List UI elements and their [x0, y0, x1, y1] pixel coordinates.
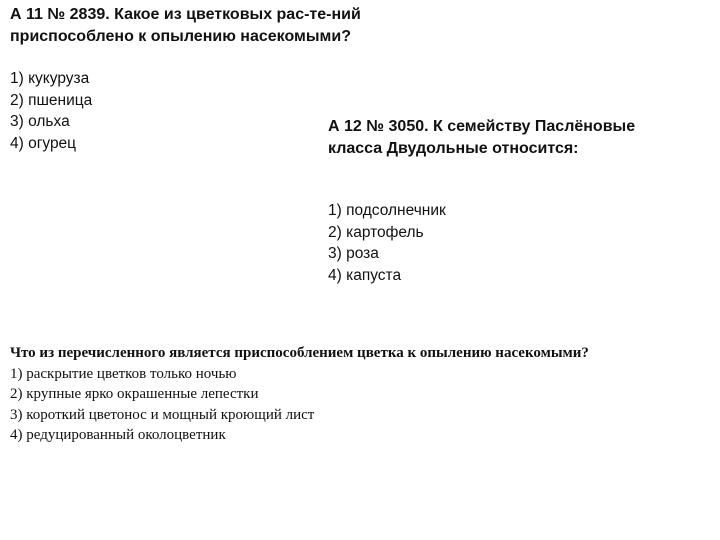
- answer-list-3: [10, 364, 715, 446]
- answer-option: 1) кукуруза: [10, 70, 90, 87]
- answer-list-2: [328, 200, 688, 286]
- question-title-1-line-1: А 11 № 2839. Какое из цветковых рас-те-ний: [10, 6, 361, 23]
- question-block-2: [328, 116, 688, 286]
- answer-option: 2) картофель: [328, 223, 424, 241]
- question-title-1: [10, 4, 430, 48]
- question-title-1-line-2: приспособлено к опылению насекомыми?: [10, 28, 351, 45]
- answer-option: 4) огурец: [10, 134, 77, 152]
- answer-option: 4) редуцированный околоцветник: [10, 427, 226, 443]
- question-title-2-line-2: класса Двудольные относится:: [328, 140, 579, 157]
- answer-option: 3) роза: [328, 245, 379, 262]
- answer-option: 3) короткий цветонос и мощный кроющий лист: [10, 406, 315, 423]
- question-title-2: [328, 116, 688, 160]
- question-title-3: Что из перечисленного является приспособлением цветка к опылению насекомыми?: [10, 345, 589, 361]
- answer-option: 1) раскрытие цветков только ночью: [10, 365, 237, 382]
- answer-option: 2) крупные ярко окрашенные лепестки: [10, 386, 259, 402]
- answer-option: 4) капуста: [328, 266, 402, 284]
- question-block-3: [10, 343, 715, 446]
- question-title-2-line-1: А 12 № 3050. К семейству Паслёновые: [328, 118, 636, 135]
- answer-option: 2) пшеница: [10, 91, 93, 109]
- answer-option: 3) ольха: [10, 113, 70, 130]
- answer-option: 1) подсолнечник: [328, 202, 446, 219]
